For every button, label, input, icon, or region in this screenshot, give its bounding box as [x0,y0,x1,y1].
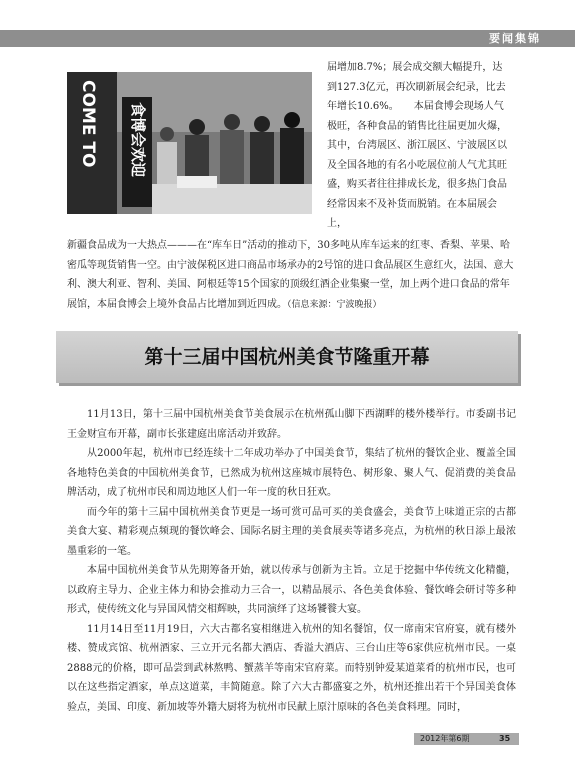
right-column-text: 届增加8.7%；展会成交额大幅提升，达到127.3亿元，再次刷新展会纪录，比去年增长10.6%。 本届食博会现场人气极旺，各种食品的销售比往届更加火爆，其中，台湾展区、浙江展区、宁波展区以及全国各地的有名小吃展位前人气尤其旺盛，购买者往往排成长龙，很多热门食品经常因来不及补货而脱销。在本届展会上， [327,62,507,229]
photo-sign-cn: 食博会欢迎 [129,102,147,178]
top-source: （信息来源：宁波晚报） [287,299,382,310]
page-number: 35 [499,734,511,743]
photo-illustration [67,72,312,214]
top-paragraph [67,236,516,315]
expo-photo [67,72,312,214]
article-body [67,405,516,717]
issue-label: 2012年第6期 [420,734,470,743]
article-headline: 第十三届中国杭州美食节隆重开幕 [144,346,430,368]
top-paragraph-text: 新疆食品成为一大热点———在“库车日”活动的推动下，30多吨从库车运来的红枣、香梨、苹果、哈密瓜等现货销售一空。由宁波保税区进口商品市场承办的2号馆的进口食品展区生意红火，法国、意大利、澳大利亚、智利、美国、阿根廷等15个国家的顶级红酒企业集聚一堂，加上两个进口食品的常年展馆，本届食博会上境外食品占比增加到近四成。 [67,240,514,310]
article-paragraph: 11月14日至11月19日，六大古都名宴相继进入杭州的知名餐馆，仅一席南宋官府宴，就有楼外楼、赞成宾馆、杭州酒家、三立开元名都大酒店、香溢大酒店、三台山庄等6家供应杭州市民。一桌2888元的价格，即可品尝到武林熬鸭、蟹蒸羊等南宋官府菜。而特别钟爱某道菜肴的杭州市民，也可以在这些指定酒家，单点这道菜，丰简随意。除了六大古都盛宴之外，杭州还推出若干个异国美食体验点，美国、印度、新加坡等外籍大厨将为杭州市民献上原汁原味的各色美食料理。同时， [67,623,516,713]
article-paragraph: 而今年的第十三届中国杭州美食节更是一场可赏可品可买的美食盛会，美食节上味道正宗的古都美食大宴、精彩观点频现的餐饮峰会、国际名厨主理的美食展卖等诸多亮点，为杭州的秋日添上最浓墨重彩的一笔。 [67,506,516,557]
article-paragraph: 从2000年起，杭州市已经连续十二年成功举办了中国美食节，集结了杭州的餐饮企业、覆盖全国各地特色美食的中国杭州美食节，已然成为杭州这座城市展特色、树形象、聚人气、促消费的美食品牌活动，成了杭州市民和周边地区人们一年一度的秋日狂欢。 [67,448,516,498]
article-paragraph: 11月13日，第十三届中国杭州美食节美食展示在杭州孤山脚下西湖畔的楼外楼举行。市委副书记王金财宣布开幕，副市长张建庭出席活动并致辞。 [67,409,516,440]
section-label: 要闻集锦 [489,32,541,45]
article-paragraph: 本届中国杭州美食节从先期筹备开始，就以传承与创新为主旨。立足于挖掘中华传统文化精髓，以政府主导力、企业主体力和协会推动力三合一，以精品展示、各色美食体验、餐饮峰会研讨等多种形式，使传统文化与异国风情交相辉映，共同演绎了这场饕餮大宴。 [67,565,516,615]
photo-sign-en: COME TO [78,80,98,168]
